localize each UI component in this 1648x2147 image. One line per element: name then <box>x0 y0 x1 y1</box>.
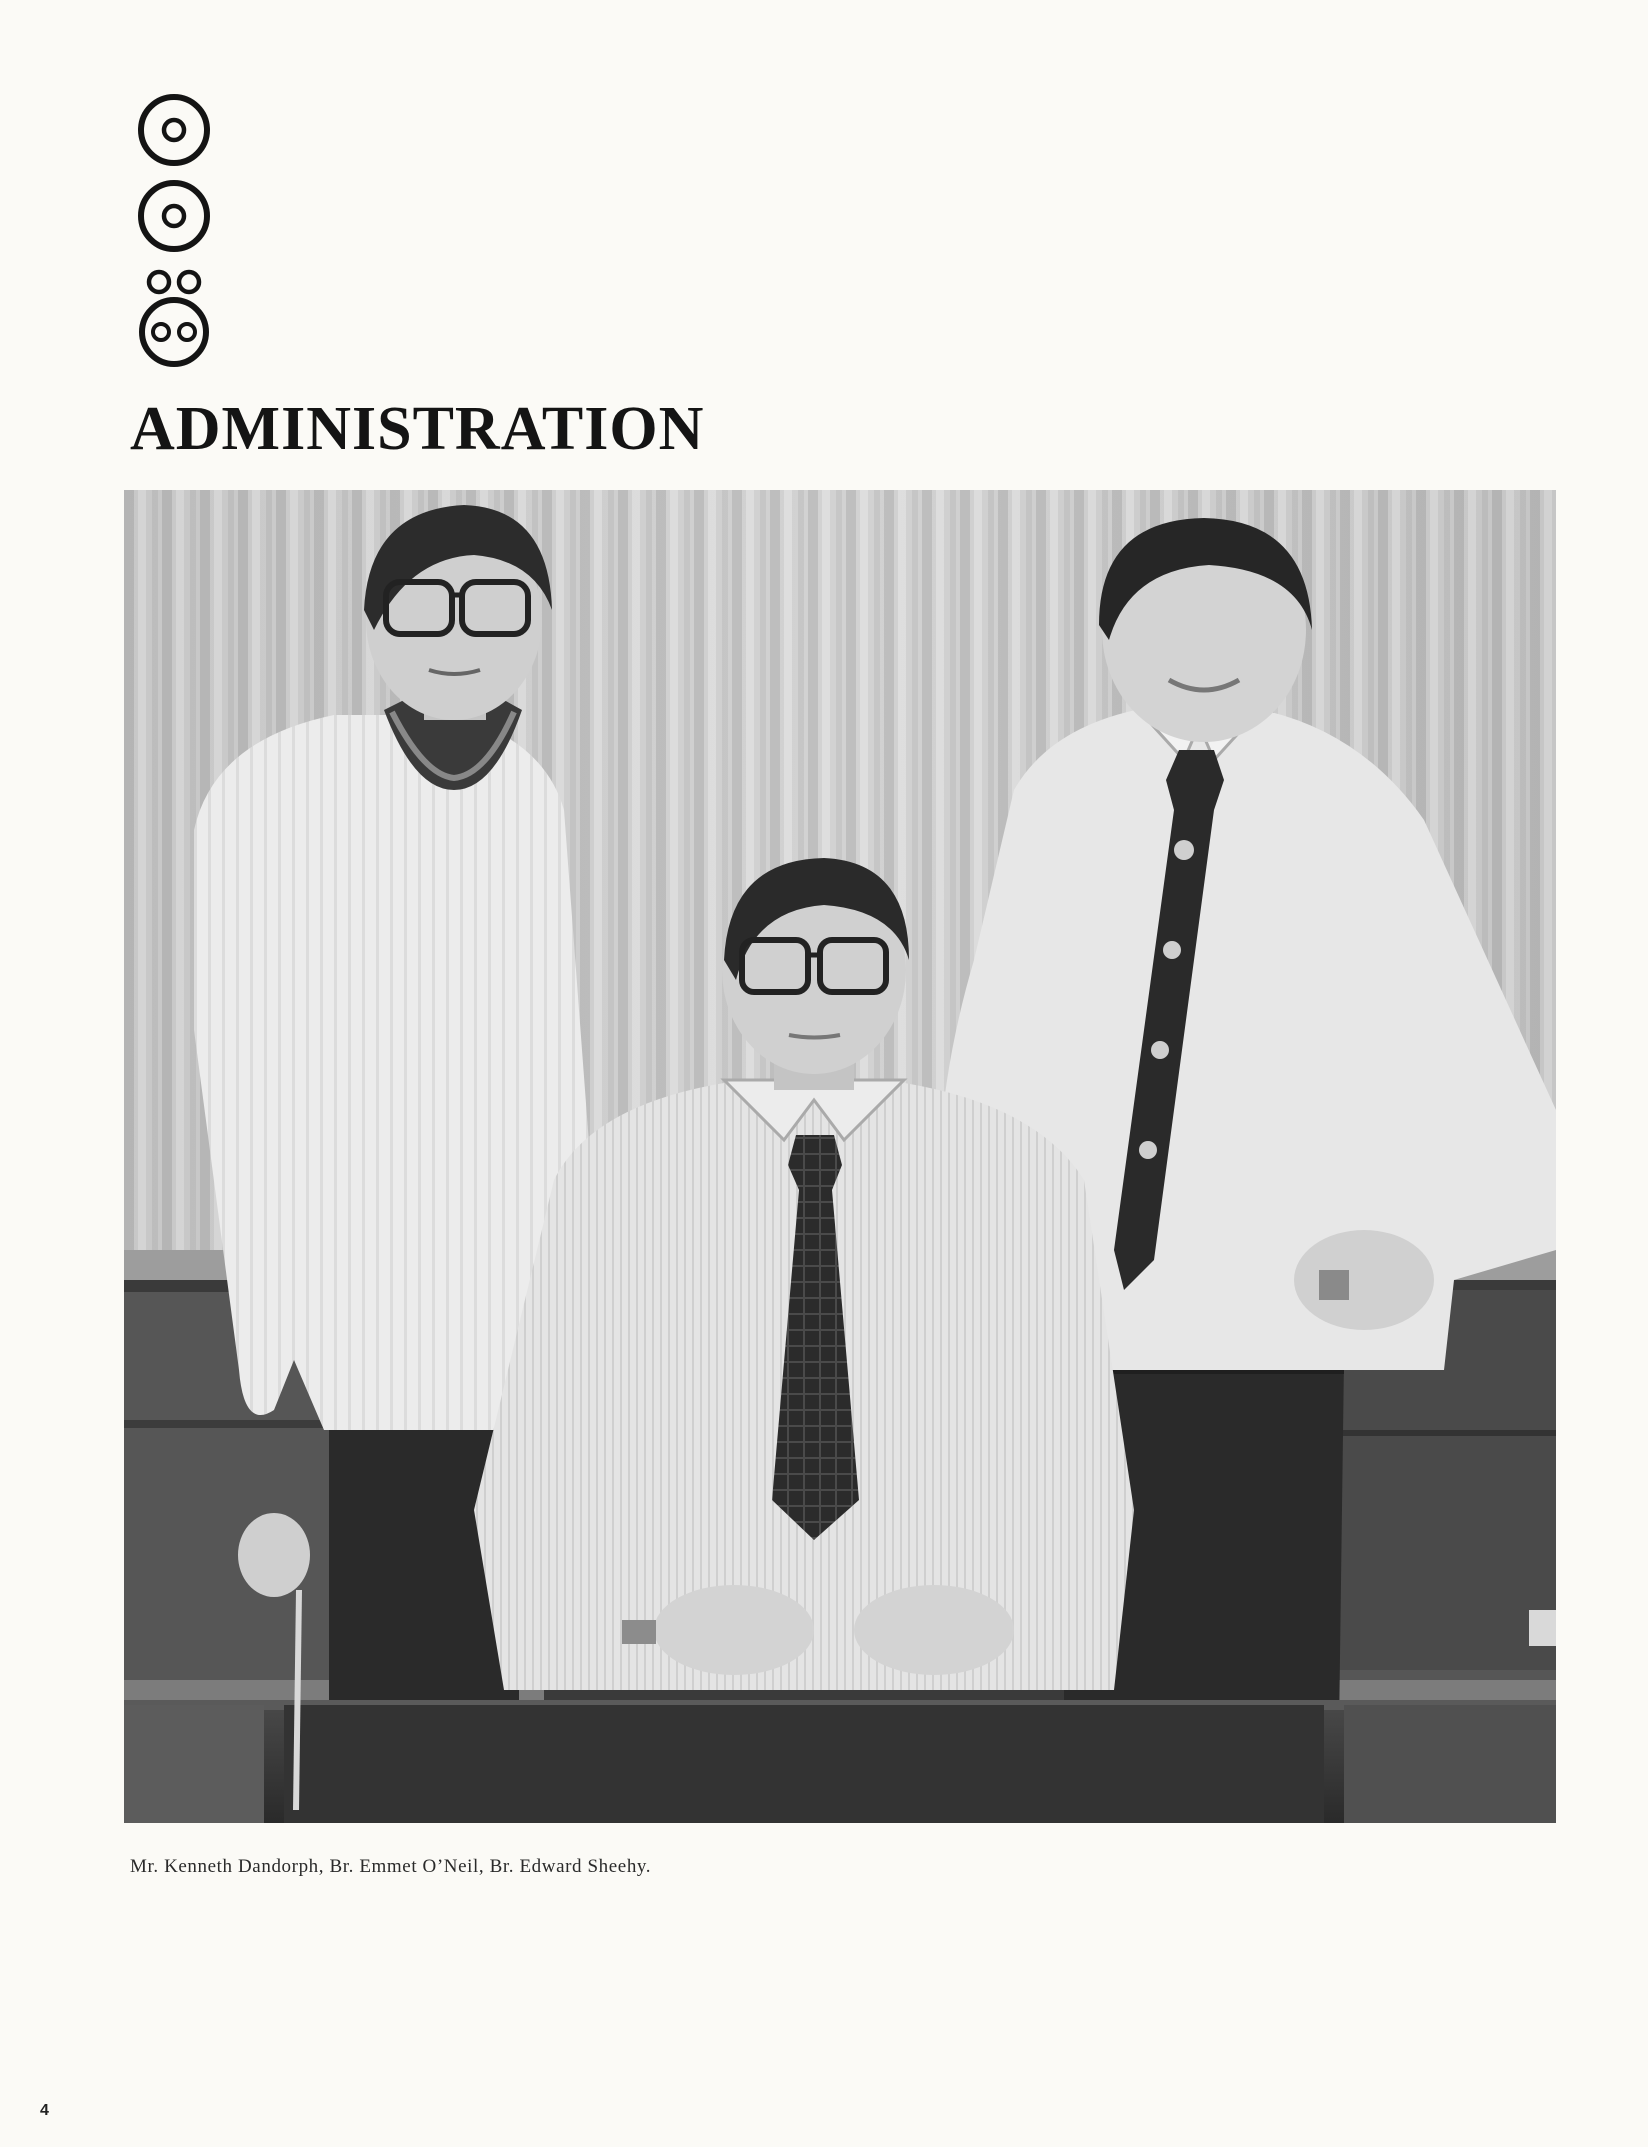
group-portrait-photo <box>124 490 1556 1823</box>
page-title: ADMINISTRATION <box>130 395 705 463</box>
page-number: 4 <box>40 2102 49 2119</box>
concentric-circles-logo-icon <box>125 86 225 386</box>
photo-caption: Mr. Kenneth Dandorph, Br. Emmet O’Neil, Br. Edward Sheehy. <box>130 1856 652 1877</box>
